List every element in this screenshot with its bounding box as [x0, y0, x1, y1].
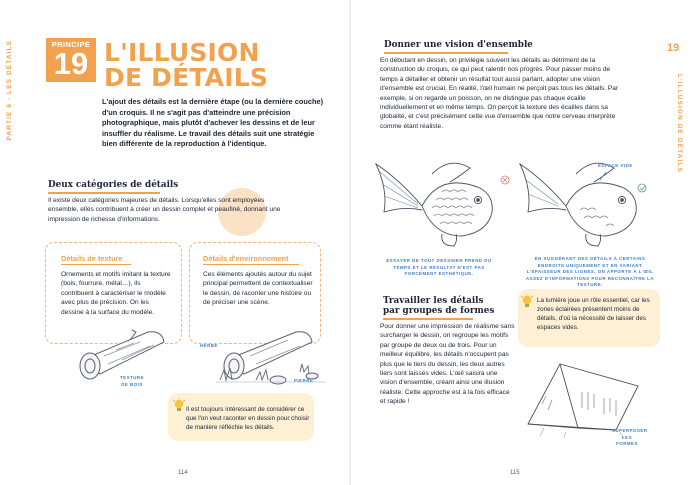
caption-grass: HERBE — [200, 343, 218, 348]
heading-underline — [48, 192, 160, 194]
heading-underline-groups — [383, 318, 473, 320]
environment-box-body: Ces éléments ajoutés autour du sujet principal permettent de contextualiser le dessin, de raconter une histoire ou de préciser une scène. — [203, 271, 313, 307]
texture-box-title: Détails de texture — [61, 254, 123, 263]
suggested-fish-illustration — [514, 150, 660, 248]
texture-box-body: Ornements et motifs imitant la texture (bois, fourrure, métal…), ils contribuent à caractériser le modèle avec plus de précision. On les dessine à la surface du modèle. — [61, 271, 171, 316]
overview-paragraph: En débutant en dessin, on privilégie souvent les détails au détriment de la construction du croquis, ce qui peut ralentir nos progrès. Pour passer moins de temps à détailler et obtenir un résultat tout aussi parlant, adopter une vision d'ensemble est crucial. En réalité, l'œil humain ne perçoit pas tous les détails. Par exemple, si on regarde un poisson, on ne distingue pas chaque écaille individuellement et en même temps. On perçoit la texture des écailles dans sa globalité, et c'est précisément cette vue d'ensemble que notre cerveau interprète comme étant réaliste. — [380, 57, 619, 130]
groups-heading-line-2: par groupes de formes — [383, 306, 495, 316]
environment-box-title: Détails d'environnement — [203, 254, 289, 263]
caption-fish-left: ESSAYER DE TOUT DESSINER PREND DU TEMPS ET LE RÉSULTAT N'EST PAS FORCÉMENT ESTHÉTIQUE. — [386, 258, 492, 277]
principle-label: PRINCIPE — [51, 40, 91, 49]
groups-heading-line-1: Travailler les détails — [383, 296, 484, 306]
title-line-1: L'ILLUSION — [104, 38, 260, 67]
page-number-left: 114 — [178, 470, 188, 476]
caption-stones: PIERRE — [294, 378, 314, 383]
section-heading-overview: Donner une vision d'ensemble — [384, 40, 533, 50]
section-heading-categories: Deux catégories de détails — [48, 180, 179, 190]
title-line-2: DE DÉTAILS — [104, 63, 269, 92]
tent-illustration — [520, 352, 650, 438]
tip-left-text: Il est toujours intéressant de considérer ce que l'on veut raconter en dessin pour choisir de manière réfléchie les détails. — [186, 406, 310, 431]
caption-wood-texture: TEXTURE DE BOIS — [120, 375, 144, 387]
intro-paragraph: L'ajout des détails est la dernière étape (ou la dernière couche) d'un croquis. Il ne s'agit pas d'atteindre une précision photographique, mais plutôt d'achever les dessins et de leur insuffler du réalisme. Le travail des détails suit une stratégie bien différente de la reproduction à l'identique. — [102, 97, 324, 149]
lightbulb-icon-right — [520, 294, 534, 310]
groups-paragraph: Pour donner une impression de réalisme sans surcharger le dessin, on regroupe les motifs par groupe de deux ou de trois. Pour un meilleur équilibre, les détails n'occupent pas plus que le tiers du dessin, les deux autres tiers sont laissés vides. L'œil saisira une vision d'ensemble, créant ainsi une illusion réaliste. Cette approche est à la fois efficace et rapide ! — [380, 323, 515, 406]
tip-right-text: La lumière joue un rôle essentiel, car les zones éclairées présentent moins de détails, d'où la nécessité de laisser des espaces vides. — [537, 297, 650, 331]
principle-number: 19 — [53, 46, 89, 81]
running-header-right: L'ILLUSION DE DÉTAILS — [676, 74, 683, 173]
caption-superpose: SUPERPOSER LES FORMES — [612, 428, 648, 447]
page-number-right: 115 — [510, 470, 520, 476]
lightbulb-icon — [172, 398, 186, 414]
environment-title-underline — [203, 264, 299, 265]
running-header-left: PARTIE 6 - LES DÉTAILS — [6, 40, 13, 141]
caption-empty-space: ESPACE VIDE — [598, 163, 633, 168]
categories-paragraph: Il existe deux catégories majeures de détails. Lorsqu'elles sont employées ensemble, elles contribuent à créer un dessin complet et peaufiné, donnant une impression de richesse d'informations. — [48, 197, 281, 223]
caption-fish-right: EN SUGGÉRANT DES DÉTAILS À CERTAINS ENDROITS UNIQUEMENT ET EN VARIANT L'ÉPAISSEUR DES LIGNES, ON APPORTE À L'ŒIL ASSEZ D'INFORMATIONS POUR RECONNAÎTRE LA TEXTURE. — [525, 256, 655, 288]
section-heading-groups — [383, 296, 494, 316]
page-gutter — [349, 0, 351, 485]
detailed-fish-illustration — [370, 150, 516, 248]
heading-underline-overview — [384, 52, 508, 54]
running-header-number: 19 — [667, 42, 680, 54]
texture-title-underline — [61, 264, 131, 265]
page-title — [104, 40, 268, 90]
